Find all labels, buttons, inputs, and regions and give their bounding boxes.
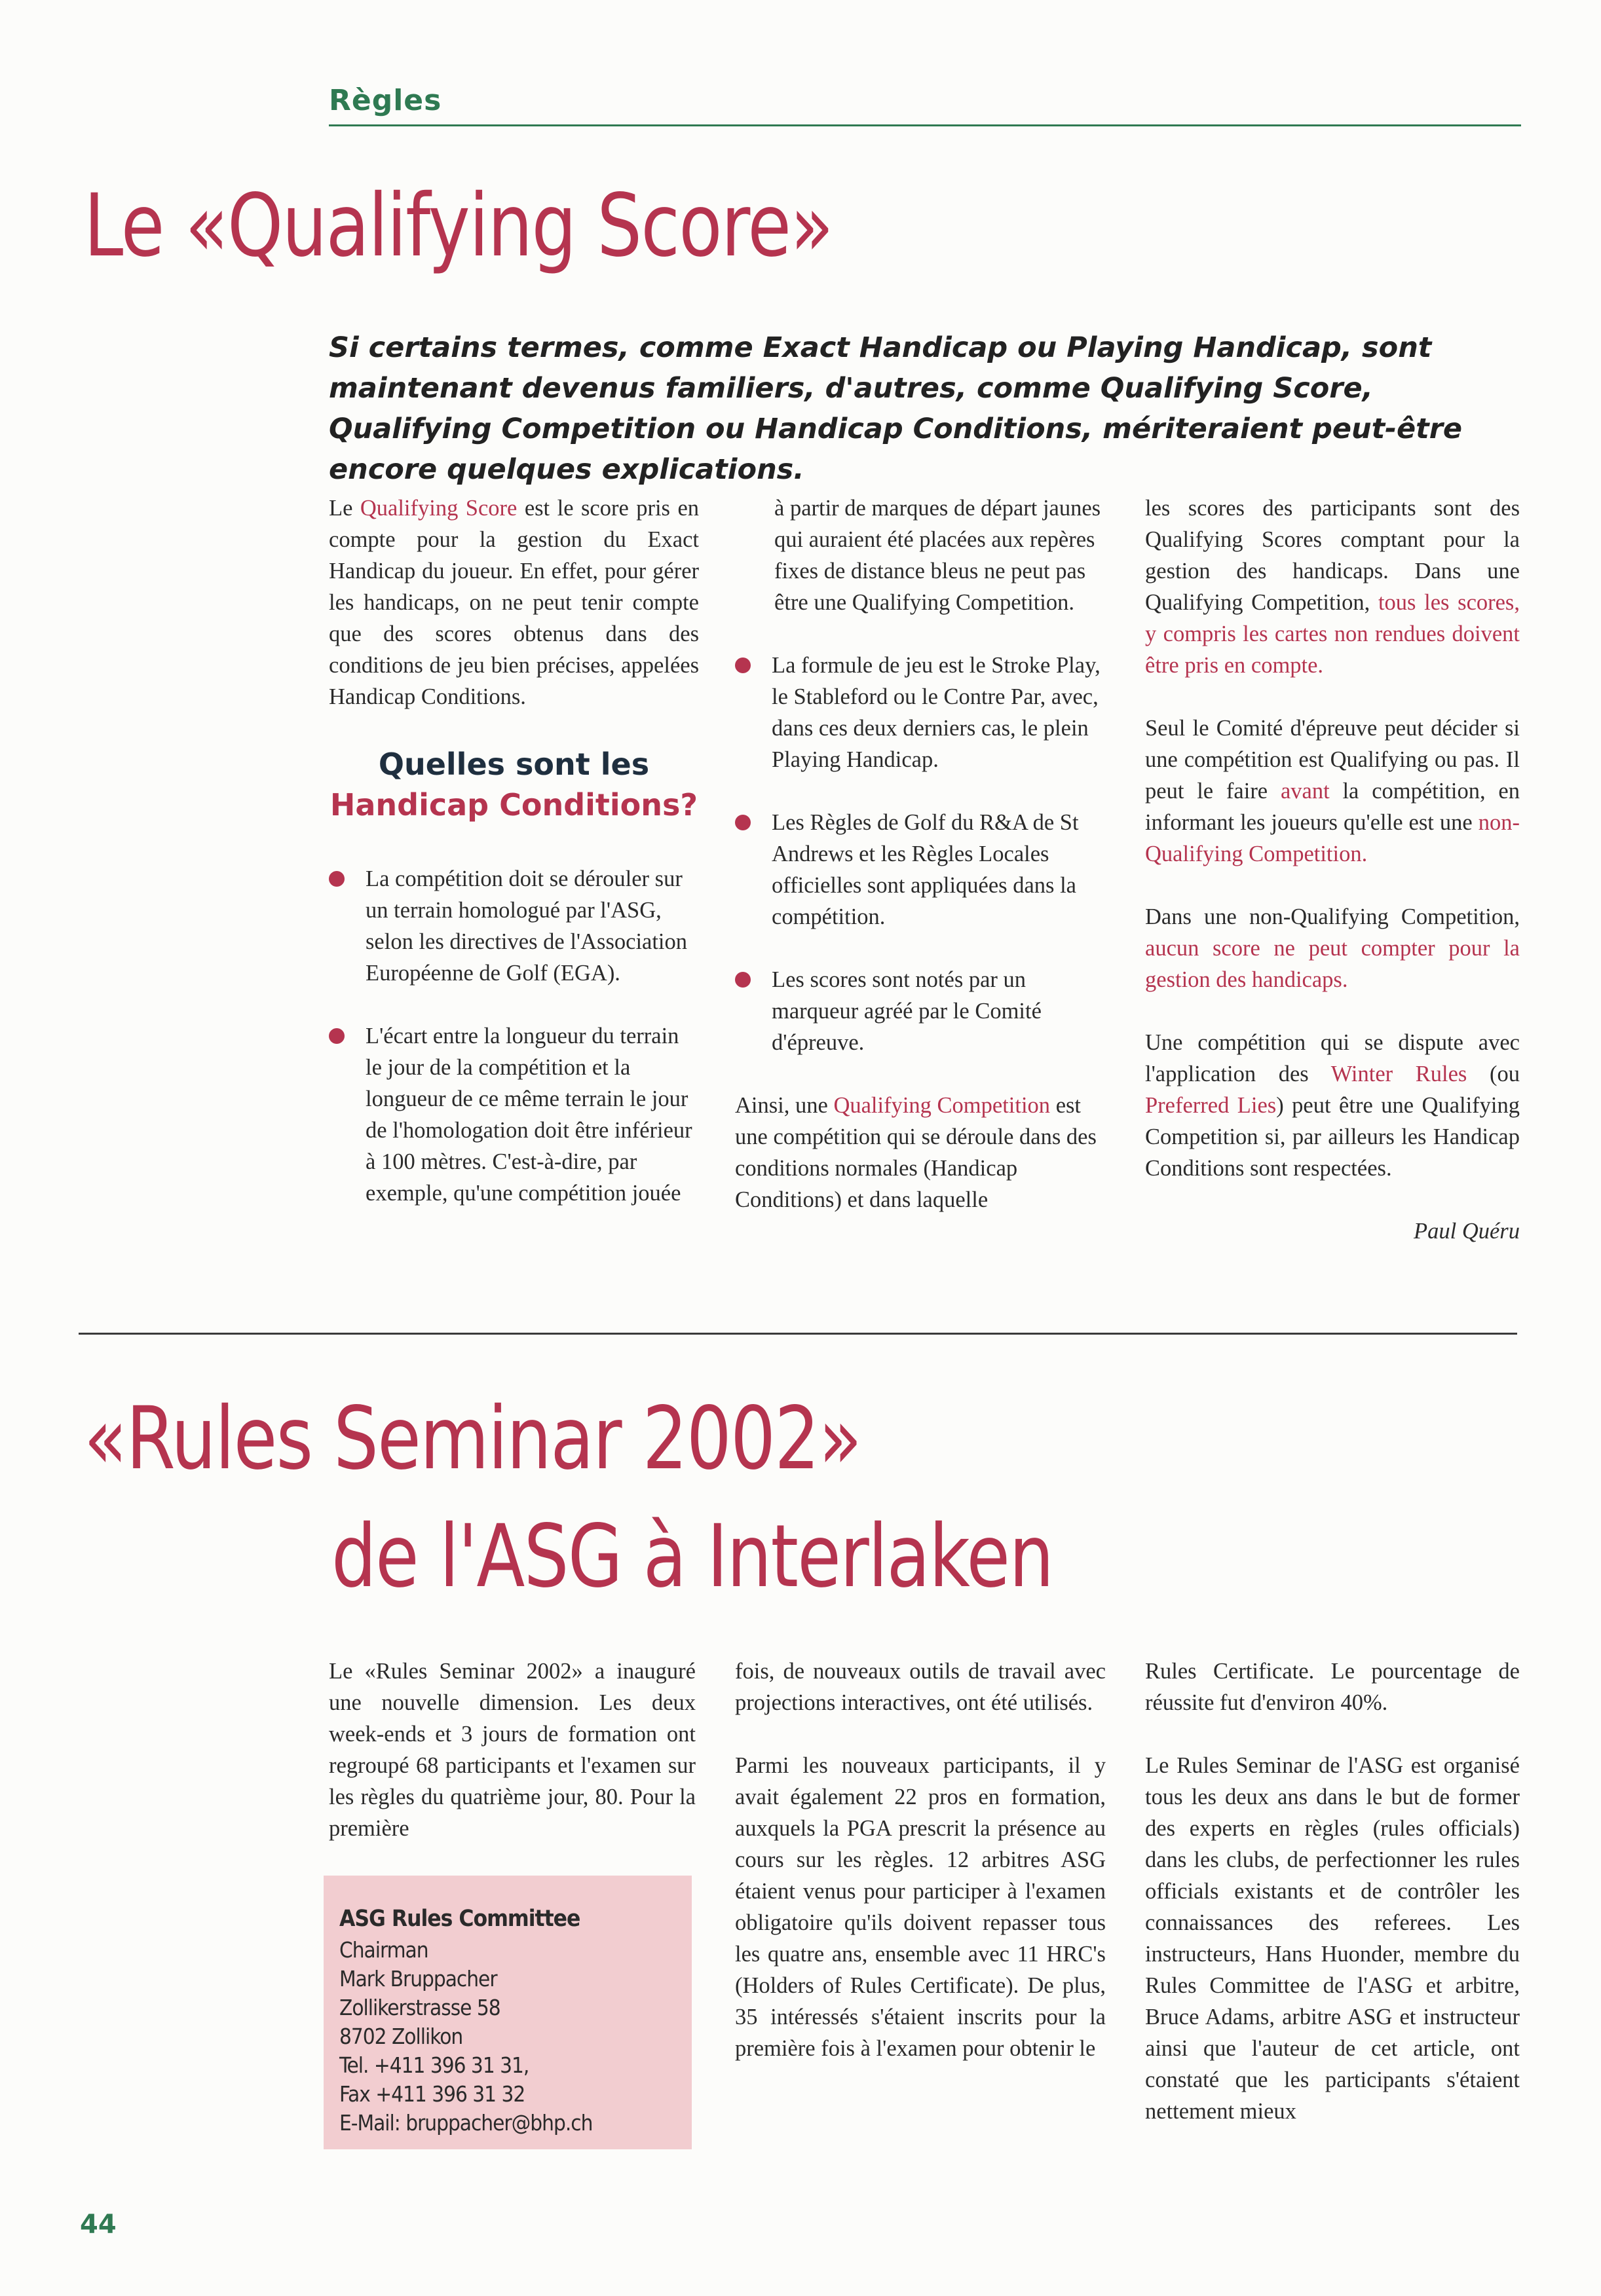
article2-title-line-1: «Rules Seminar 2002» [84,1388,861,1489]
article1-column-3 [1145,492,1520,1278]
col3-paragraph-4: Une compétition qui se dispute avec l'application des Winter Rules (ou Preferred Lies) peut être une Qualifying Competition si, par ailleurs les Handicap Conditions sont respectées. [1145,1030,1520,1181]
col2-paragraph: Ainsi, une Qualifying Competition est une compétition qui se déroule dans des conditions normales (Handicap Conditions) et dans laquelle [735,1093,1097,1212]
bullet-dot-icon [329,871,345,887]
box-line: Tel. +411 396 31 31, [339,2052,529,2078]
conditions-list-continued [735,650,1108,1058]
page-number: 44 [80,2210,117,2240]
article2-column-2 [735,1656,1106,2096]
a2-col2-paragraph-1: fois, de nouveaux outils de travail avec projections interactives, ont été utilisés. [735,1659,1106,1715]
rules-committee-contact-box [324,1876,692,2149]
box-line: Fax +411 396 31 32 [339,2081,525,2107]
article1-lead: Si certains termes, comme Exact Handicap ou Playing Handicap, sont maintenant devenus familiers, d'autres, comme Qualifying Score, Qualifying Competition ou Handicap Conditions, mériteraient peut-être encore quelques explications. [329,331,1463,486]
article1-column-1 [329,492,699,1209]
box-email: E-Mail: bruppacher@bhp.ch [339,2110,593,2136]
bullet-dot-icon [735,657,751,673]
col3-paragraph-2: Seul le Comité d'épreuve peut décider si une compétition est Qualifying ou pas. Il peut le faire avant la compétition, en informant les joueurs qu'elle est une non-Qualifying Competition. [1145,716,1520,866]
section-rule [329,124,1521,126]
list-item: La compétition doit se dérouler sur un terrain homologué par l'ASG, selon les directives de l'Association Européenne de Golf (EGA). [329,863,699,989]
box-title: ASG Rules Committee [339,1906,580,1932]
a2-col3-paragraph-1: Rules Certificate. Le pourcentage de réussite fut d'environ 40%. [1145,1659,1520,1715]
box-line: Chairman [339,1937,428,1963]
article-divider [79,1333,1517,1335]
author-signature: Paul Quéru [1414,1219,1520,1244]
box-line: Mark Bruppacher [339,1966,497,1991]
section-label: Règles [329,84,442,117]
a2-col1-paragraph: Le «Rules Seminar 2002» a inauguré une nouvelle dimension. Les deux week-ends et 3 jours de formation ont regroupé 68 participants et l'examen sur les règles du quatrième jour, 80. Pour la première [329,1659,696,1841]
subheading-handicap-conditions: Quelles sont les Handicap Conditions? [330,747,698,823]
a2-col2-paragraph-2: Parmi les nouveaux participants, il y avait également 22 pros en formation, auxquels la PGA prescrit la présence au cours sur les règles. 12 arbitres ASG étaient venus pour participer à l'examen obligatoire qu'ils doivent repasser tous les quatre ans, ensemble avec 11 HRC's (Holders of Rules Certificate). De plus, 35 intéressés s'étaient inscrits pour la première fois à l'examen pour obtenir le [735,1753,1106,2061]
list-item: La formule de jeu est le Stroke Play, le Stableford ou le Contre Par, avec, dans ces deux derniers cas, le plein Playing Handicap. [735,650,1108,775]
bullet-dot-icon [329,1028,345,1044]
col1-paragraph: Le Qualifying Score est le score pris en compte pour la gestion du Exact Handicap du joueur. En effet, pour gérer les handicaps, on ne peut tenir compte que des scores obtenus dans des conditions de jeu bien précises, appelées Handicap Conditions. [329,496,700,709]
col3-paragraph-1: les scores des participants sont des Qualifying Scores comptant pour la gestion des handicaps. Dans une Qualifying Competition, tous les scores, y compris les cartes non rendues doivent être pris en compte. [1145,496,1520,678]
highlight-qualifying-competition: Qualifying Competition [833,1093,1051,1118]
list-item: Les scores sont notés par un marqueur agréé par le Comité d'épreuve. [735,964,1108,1058]
box-line: 8702 Zollikon [339,2024,463,2049]
highlight-qualifying-score: Qualifying Score [360,496,518,521]
a2-col3-paragraph-2: Le Rules Seminar de l'ASG est organisé tous les deux ans dans le but de former des experts en règles (rules officials) dans les clubs, de perfectionner les rules officials existants et de contrôler les connaissances des referees. Les instructeurs, Hans Huonder, membre du Rules Committee de l'ASG et arbitre, Bruce Adams, arbitre ASG et instructeur ainsi que l'auteur de cet article, ont constaté que les participants s'étaient nettement mieux [1145,1753,1520,2124]
bullet-dot-icon [735,815,751,830]
article1-title: Le «Qualifying Score» [84,176,833,276]
col3-paragraph-3: Dans une non-Qualifying Competition, aucun score ne peut compter pour la gestion des handicaps. [1145,904,1520,992]
bullet-dot-icon [735,972,751,988]
article2-column-3 [1145,1656,1520,2158]
box-line: Zollikerstrasse 58 [339,1995,500,2020]
conditions-list [329,863,699,1209]
col2-continuation: à partir de marques de départ jaunes qui auraient été placées aux repères fixes de distance bleus ne peut pas être une Qualifying Competition. [774,496,1101,615]
article1-column-2 [735,492,1108,1247]
list-item: Les Règles de Golf du R&A de St Andrews et les Règles Locales officielles sont appliquées dans la compétition. [735,807,1108,933]
article2-title-line-2: de l'ASG à Interlaken [331,1506,1053,1607]
article2-column-1 [329,1656,696,1876]
list-item: L'écart entre la longueur du terrain le jour de la compétition et la longueur de ce même terrain le jour de l'homologation doit être inférieur à 100 mètres. C'est-à-dire, par exemple, qu'une compétition jouée [329,1020,699,1209]
